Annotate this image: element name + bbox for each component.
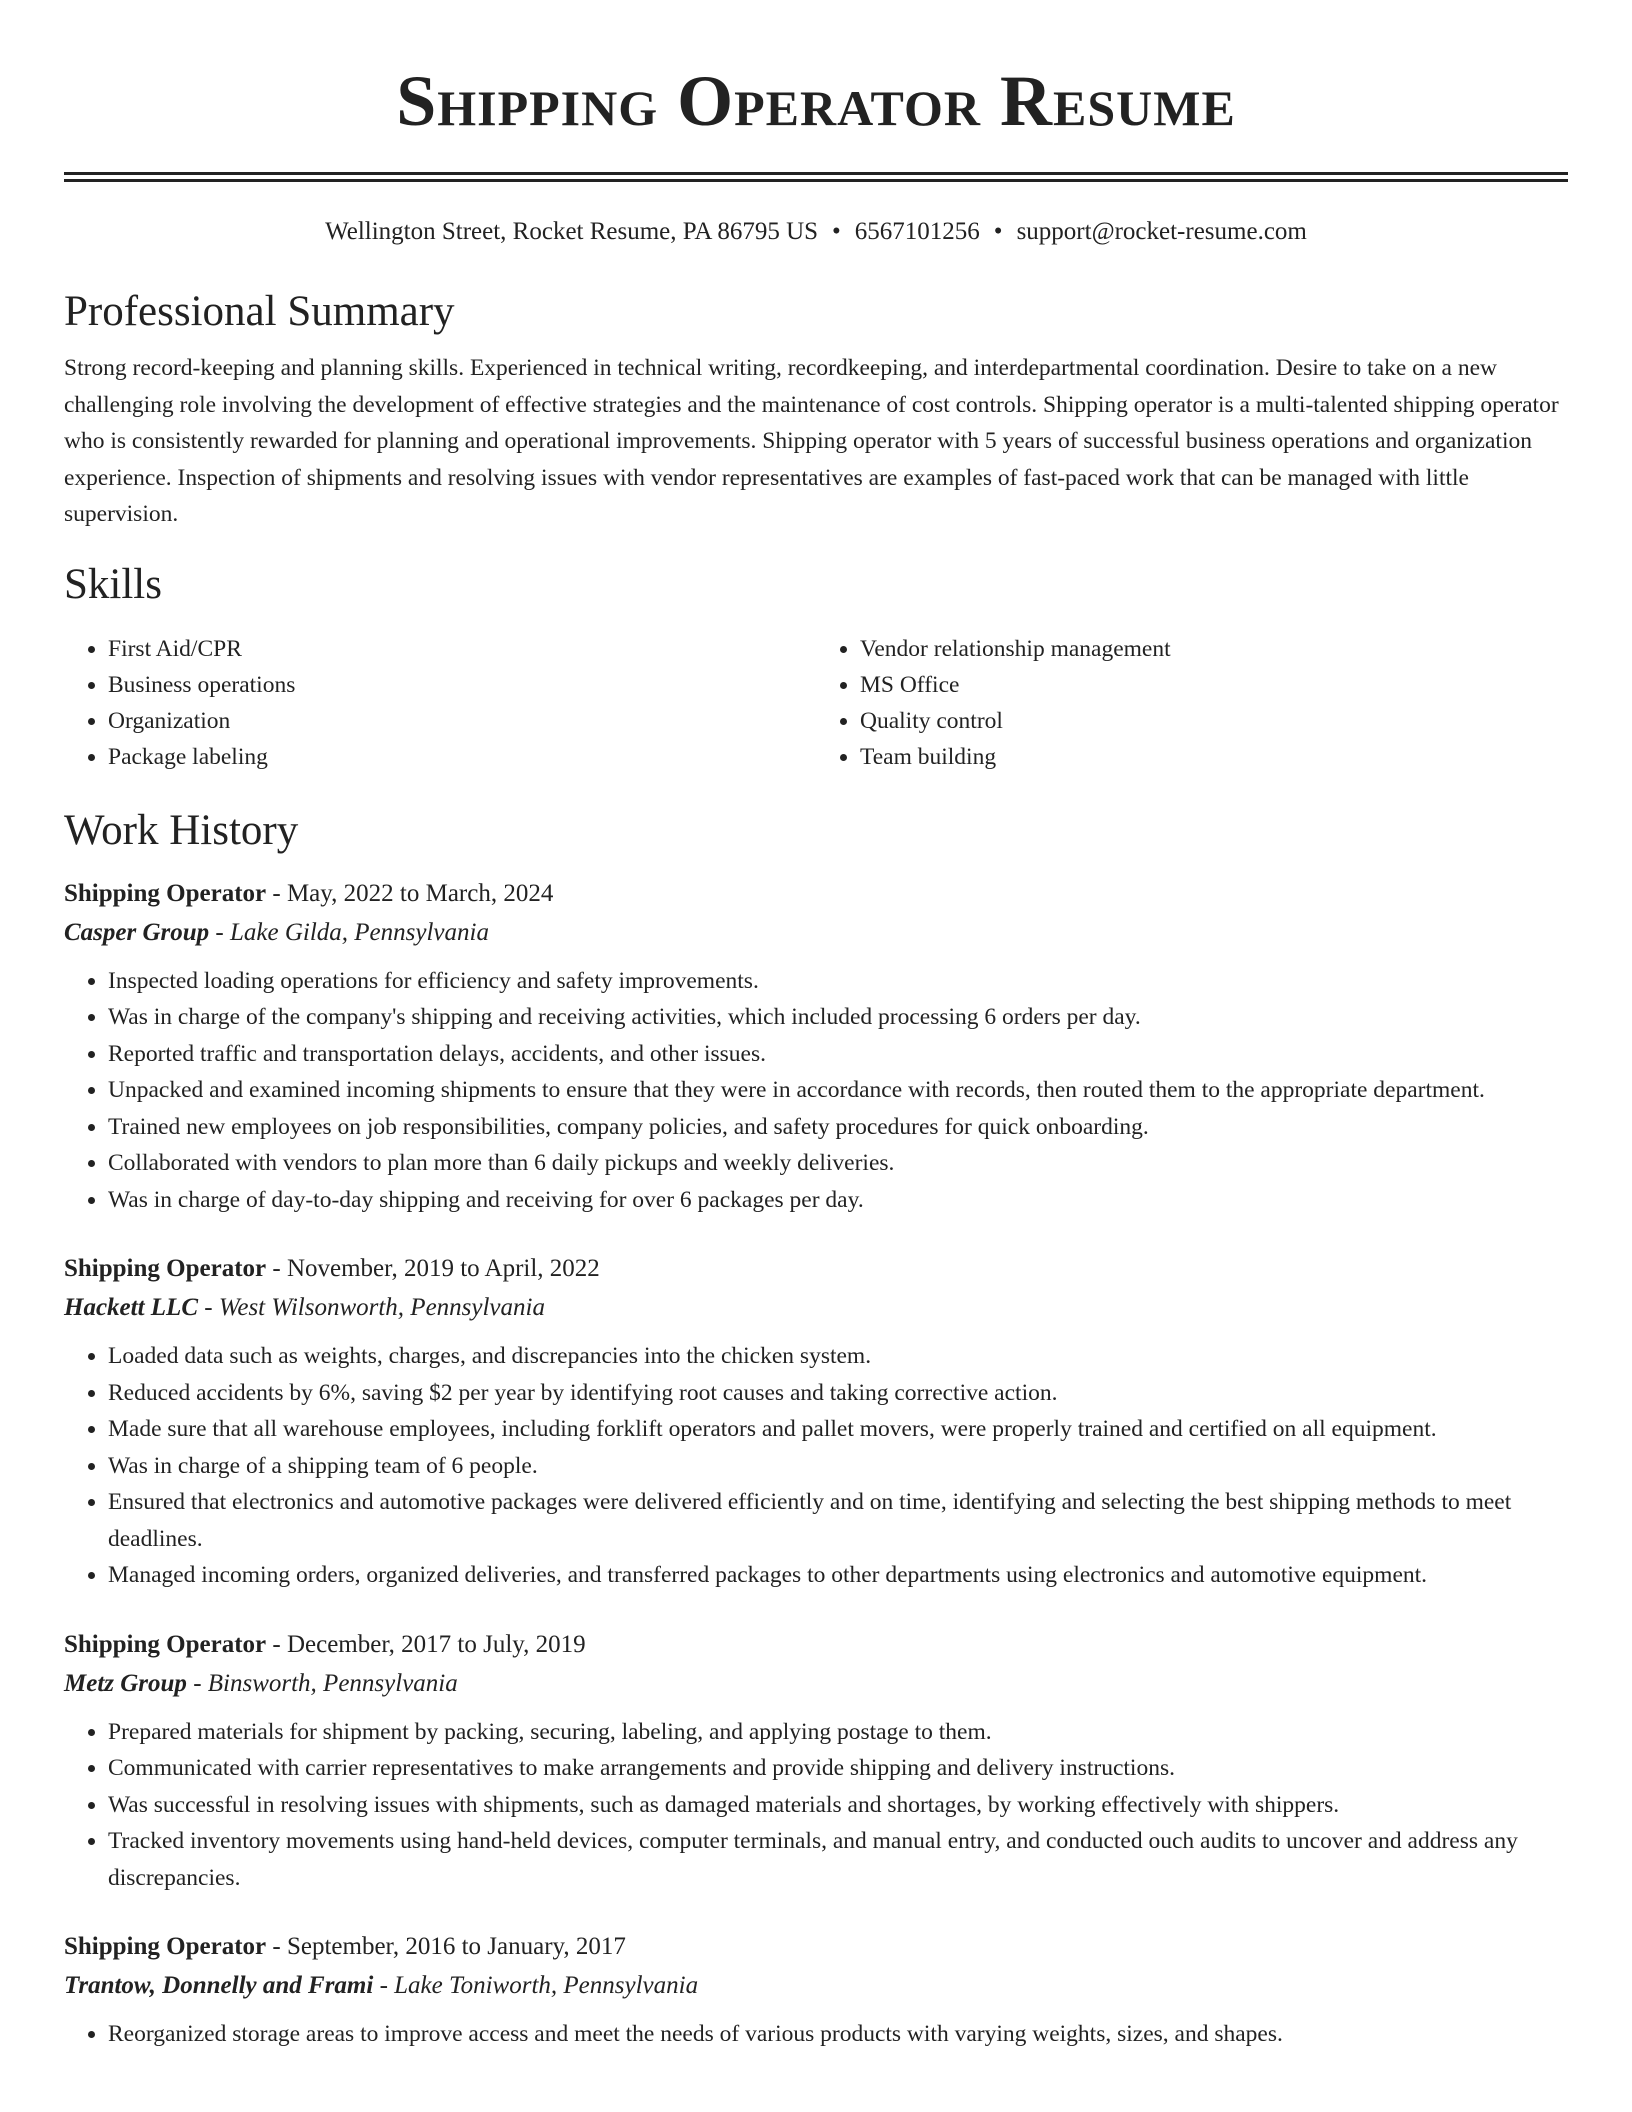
job-bullet: • Was successful in resolving issues with shipments, such as damaged materials and shortages, by working effectively with shippers. xyxy=(108,1787,1568,1824)
contact-separator: • xyxy=(993,218,1003,245)
job-dates: - September, 2016 to January, 2017 xyxy=(266,1933,626,1960)
company-location: - Binsworth, Pennsylvania xyxy=(186,1669,458,1697)
job-bullet: • Reorganized storage areas to improve access and meet the needs of various products with varying weights, sizes, and shapes. xyxy=(108,2016,1568,2053)
company-name: Casper Group xyxy=(64,918,210,946)
skill-item: • Package labeling xyxy=(108,739,816,775)
skill-item: • Quality control xyxy=(860,703,1568,739)
job-bullet: • Was in charge of day-to-day shipping and receiving for over 6 packages per day. xyxy=(108,1182,1568,1219)
company-name: Trantow, Donnelly and Frami xyxy=(64,1972,374,1999)
skill-item: • Business operations xyxy=(108,667,816,703)
job-title: Shipping Operator xyxy=(64,1255,267,1282)
company-line xyxy=(64,1966,1568,2006)
skill-item: • MS Office xyxy=(860,667,1568,703)
job-bullets xyxy=(64,1338,1568,1594)
skills-column-right xyxy=(816,631,1568,775)
skill-item: • Vendor relationship management xyxy=(860,631,1568,667)
contact-email[interactable]: support@rocket-resume.com xyxy=(1016,218,1307,245)
company-line xyxy=(64,1664,1568,1704)
skill-item: • Team building xyxy=(860,739,1568,775)
job-bullets xyxy=(64,1714,1568,1897)
job-bullet: • Trained new employees on job responsibilities, company policies, and safety procedures for quick onboarding. xyxy=(108,1109,1568,1146)
company-line xyxy=(64,913,1568,953)
job-dates: - December, 2017 to July, 2019 xyxy=(266,1630,586,1658)
job-dates: - November, 2019 to April, 2022 xyxy=(266,1255,600,1282)
job-entry xyxy=(64,875,1568,1219)
page-title: Shipping Operator Resume xyxy=(396,61,1236,141)
job-entry xyxy=(64,1250,1568,1594)
company-location: - West Wilsonworth, Pennsylvania xyxy=(198,1294,545,1321)
job-title-line xyxy=(64,1928,1568,1966)
work-history-heading: Work History xyxy=(64,806,299,854)
skill-item: • First Aid/CPR xyxy=(108,631,816,667)
job-bullet: • Inspected loading operations for efficiency and safety improvements. xyxy=(108,963,1568,1000)
job-bullet: • Managed incoming orders, organized deliveries, and transferred packages to other departments using electronics and automotive equipment. xyxy=(108,1557,1568,1594)
skill-item: • Organization xyxy=(108,703,816,739)
title-divider xyxy=(64,172,1568,182)
job-bullets xyxy=(64,963,1568,1219)
summary-heading: Professional Summary xyxy=(64,288,455,335)
job-bullets xyxy=(64,2016,1568,2053)
job-entry xyxy=(64,1928,1568,2053)
job-title-line xyxy=(64,1250,1568,1288)
contact-phone: 6567101256 xyxy=(854,218,980,245)
skills-heading: Skills xyxy=(64,560,162,608)
job-bullet: • Made sure that all warehouse employees, including forklift operators and pallet movers, were properly trained and certified on all equipment. xyxy=(108,1411,1568,1448)
job-bullet: • Collaborated with vendors to plan more than 6 daily pickups and weekly deliveries. xyxy=(108,1145,1568,1182)
job-bullet: • Reported traffic and transportation delays, accidents, and other issues. xyxy=(108,1036,1568,1073)
job-bullet: • Was in charge of a shipping team of 6 people. xyxy=(108,1448,1568,1485)
job-bullet: • Loaded data such as weights, charges, and discrepancies into the chicken system. xyxy=(108,1338,1568,1375)
company-line xyxy=(64,1288,1568,1328)
summary-text: Strong record-keeping and planning skills. Experienced in technical writing, recordkeeping, and interdepartmental coordination. Desire to take on a new challenging role involving the development of effective strategies and the maintenance of cost controls. Shipping operator is a multi-talented shipping operator who is consistently rewarded for planning and operational improvements. Shipping operator with 5 years of successful business operations and organization experience. Inspection of shipments and resolving issues with vendor representatives are examples of fast-paced work that can be managed with little supervision. xyxy=(64,355,1559,527)
company-name: Metz Group xyxy=(64,1669,187,1697)
skills-list xyxy=(64,631,1568,775)
job-bullet: • Communicated with carrier representatives to make arrangements and provide shipping and delivery instructions. xyxy=(108,1750,1568,1787)
job-bullet: • Tracked inventory movements using hand-held devices, computer terminals, and manual entry, and conducted ouch audits to uncover and address any discrepancies. xyxy=(108,1823,1568,1896)
job-bullet: • Ensured that electronics and automotive packages were delivered efficiently and on time, identifying and selecting the best shipping methods to meet deadlines. xyxy=(108,1484,1568,1557)
contact-address: Wellington Street, Rocket Resume, PA 86795 US xyxy=(325,218,819,245)
job-title: Shipping Operator xyxy=(64,1630,267,1658)
job-entry xyxy=(64,1626,1568,1897)
contact-separator: • xyxy=(832,218,841,245)
company-name: Hackett LLC xyxy=(64,1294,198,1321)
job-bullet: • Unpacked and examined incoming shipments to ensure that they were in accordance with records, then routed them to the appropriate department. xyxy=(108,1072,1568,1109)
company-location: - Lake Toniworth, Pennsylvania xyxy=(373,1972,699,1999)
job-title: Shipping Operator xyxy=(64,879,267,907)
job-title: Shipping Operator xyxy=(64,1933,267,1960)
job-title-line xyxy=(64,1626,1568,1664)
skills-column-left xyxy=(64,631,816,775)
job-dates: - May, 2022 to March, 2024 xyxy=(266,879,554,907)
contact-line xyxy=(64,216,1568,248)
job-bullet: • Was in charge of the company's shipping and receiving activities, which included processing 6 orders per day. xyxy=(108,999,1568,1036)
job-bullet: • Prepared materials for shipment by packing, securing, labeling, and applying postage to them. xyxy=(108,1714,1568,1751)
job-title-line xyxy=(64,875,1568,913)
job-bullet: • Reduced accidents by 6%, saving $2 per year by identifying root causes and taking corrective action. xyxy=(108,1375,1568,1412)
company-location: - Lake Gilda, Pennsylvania xyxy=(209,918,489,946)
